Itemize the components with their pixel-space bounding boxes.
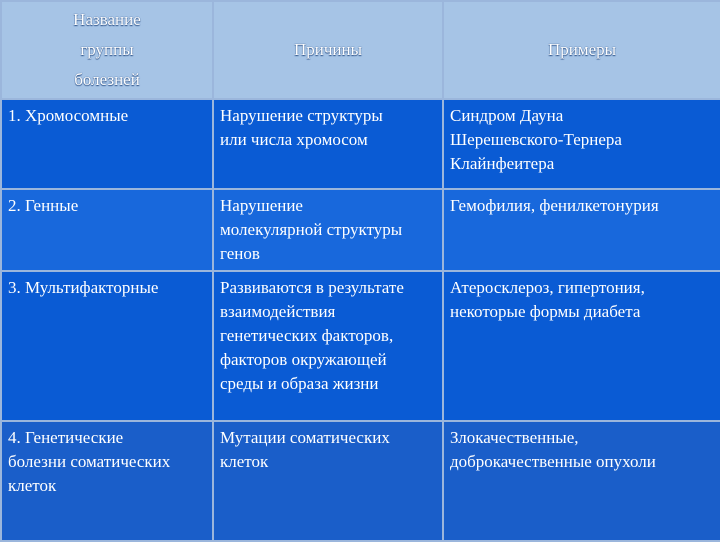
table-header-row	[1, 1, 720, 99]
cell-group	[1, 189, 213, 271]
cell-group-text: 1. Хромосомные	[8, 106, 129, 125]
cell-examples	[443, 189, 720, 271]
header-group-name-text: Название группы болезней	[73, 10, 141, 89]
table-row	[1, 99, 720, 189]
cell-group-text: 2. Генные	[8, 196, 79, 215]
header-causes-text: Причины	[293, 40, 363, 59]
cell-causes	[213, 271, 443, 421]
table-row	[1, 189, 720, 271]
table-row	[1, 271, 720, 421]
table-row	[1, 421, 720, 541]
cell-group-text: 3. Мультифакторные	[8, 278, 159, 297]
header-examples-text: Примеры	[547, 40, 617, 59]
cell-examples	[443, 421, 720, 541]
cell-examples	[443, 271, 720, 421]
cell-causes-text: Нарушение структуры или числа хромосом	[220, 106, 383, 149]
cell-examples-text: Гемофилия, фенилкетонурия	[450, 196, 659, 215]
cell-examples-text: Злокачественные, доброкачественные опухоли	[450, 428, 656, 471]
cell-examples-text: Атеросклероз, гипертония, некоторые формы диабета	[450, 278, 645, 321]
header-group-name	[1, 1, 213, 99]
cell-group-text: 4. Генетические болезни соматических клеток	[8, 428, 171, 495]
cell-examples-text: Синдром Дауна Шерешевского-Тернера Клайнфеитера	[450, 106, 622, 173]
header-causes	[213, 1, 443, 99]
cell-group	[1, 99, 213, 189]
cell-causes	[213, 189, 443, 271]
header-examples	[443, 1, 720, 99]
cell-causes-text: Нарушение молекулярной структуры генов	[220, 196, 403, 263]
cell-group	[1, 421, 213, 541]
cell-examples	[443, 99, 720, 189]
cell-causes	[213, 421, 443, 541]
cell-group	[1, 271, 213, 421]
cell-causes-text: Развиваются в результате взаимодействия генетических факторов, факторов окружающей среды и образа жизни	[220, 278, 404, 393]
cell-causes	[213, 99, 443, 189]
cell-causes-text: Мутации соматических клеток	[220, 428, 390, 471]
